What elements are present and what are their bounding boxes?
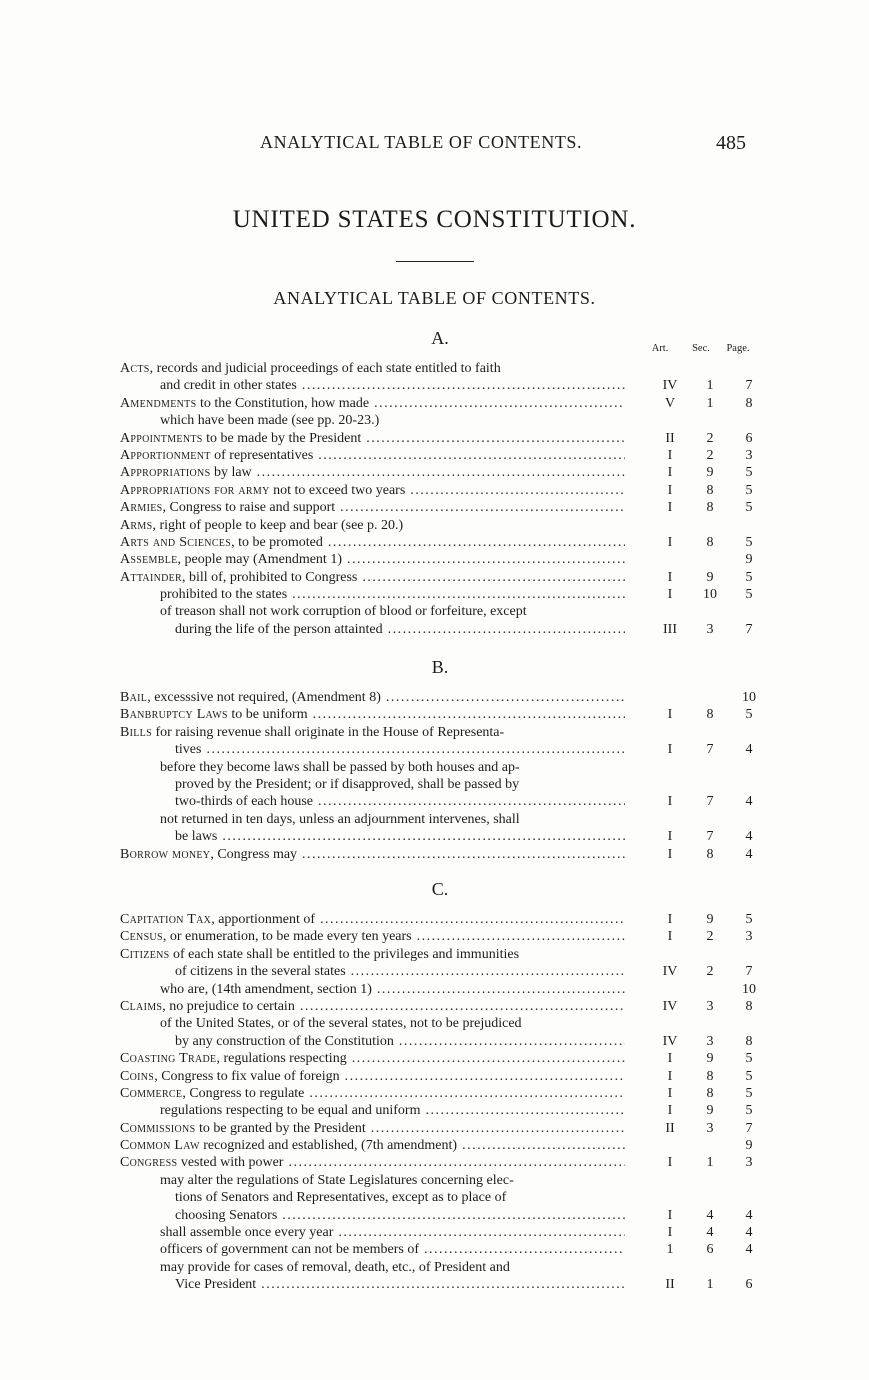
entry-text [120, 724, 625, 741]
entry-section: 9 [706, 1103, 714, 1119]
toc-entry [120, 1207, 770, 1224]
entry-text [175, 793, 625, 810]
entry-page: 7 [745, 964, 753, 980]
toc-entry [120, 603, 770, 620]
entry-keyword: Acts [120, 361, 150, 376]
column-header-art: Art. [651, 343, 669, 354]
entry-text [175, 1207, 625, 1224]
entry-page: 4 [745, 1242, 753, 1258]
toc-entry [120, 482, 770, 499]
entry-description: , apportionment of [211, 912, 316, 927]
entry-text [120, 911, 625, 928]
entry-description: to be made by the President [202, 430, 362, 446]
entry-section: 8 [706, 534, 714, 550]
entry-description: , no prejudice to certain [162, 998, 295, 1014]
entry-description: by law [210, 465, 252, 481]
entry-page: 5 [745, 465, 753, 481]
entry-keyword: Appointments [120, 430, 203, 446]
entry-section: 8 [706, 1085, 714, 1101]
entry-description: tions of Senators and Representatives, except as to place of [175, 1190, 507, 1206]
toc-entry [120, 586, 770, 603]
toc-entry [120, 360, 770, 377]
entry-page: 4 [745, 742, 753, 758]
entry-article: I [667, 569, 673, 585]
toc-entry [120, 1015, 770, 1032]
entry-description: , or enumeration, to be made every ten years [162, 929, 412, 945]
entry-keyword: Appropriations [120, 465, 211, 481]
entry-text [160, 759, 625, 776]
entry-text [120, 482, 625, 499]
entry-section: 1 [706, 395, 714, 411]
entry-text [120, 846, 625, 863]
toc-entry [120, 911, 770, 928]
entry-article: I [667, 482, 673, 498]
entry-description: Vice President [175, 1277, 257, 1293]
running-title: ANALYTICAL TABLE OF CONTENTS. [260, 132, 583, 152]
entry-page: 5 [745, 707, 753, 723]
entry-text [120, 1137, 625, 1154]
entry-text [120, 1068, 625, 1085]
entry-section: 7 [706, 742, 714, 758]
entry-section: 8 [706, 482, 714, 498]
entry-article: III [663, 621, 677, 637]
entry-article: I [667, 1225, 673, 1241]
entry-keyword: Congress [120, 1155, 178, 1171]
entry-article: I [667, 534, 673, 550]
entry-page: 8 [745, 998, 753, 1014]
entry-text [120, 1154, 625, 1171]
toc-entry [120, 1068, 770, 1085]
entry-page: 5 [745, 500, 753, 516]
entry-keyword: Commissions [120, 1120, 196, 1136]
entry-page: 4 [745, 1225, 753, 1241]
entry-section: 3 [706, 998, 714, 1014]
entry-page: 6 [745, 1277, 753, 1293]
entry-text [175, 621, 625, 638]
entry-text [120, 928, 625, 945]
entry-page: 5 [745, 587, 753, 603]
entry-keyword: Apportionment [120, 447, 211, 463]
entry-page: 3 [745, 447, 753, 463]
entry-article: I [667, 1103, 673, 1119]
entry-page: 4 [745, 794, 753, 810]
entry-text [120, 689, 625, 706]
entry-keyword: Borrow money [120, 846, 211, 862]
entry-description: prohibited to the states [160, 587, 288, 603]
entry-text [160, 1102, 625, 1119]
entry-article: IV [662, 378, 678, 394]
toc-entry [120, 569, 770, 586]
entry-description: be laws [175, 829, 218, 845]
entry-description: during the life of the person attainted [175, 621, 383, 637]
entry-page: 4 [745, 1207, 753, 1223]
entry-article: I [667, 1155, 673, 1171]
entry-section: 1 [706, 378, 714, 394]
entry-text [160, 1224, 625, 1241]
entry-text [120, 395, 625, 412]
entry-page: 5 [745, 1051, 753, 1067]
entry-text [120, 430, 625, 447]
entry-keyword: Commerce [120, 1085, 183, 1101]
column-header-sec: Sec. [692, 343, 710, 354]
entry-page: 10 [742, 690, 756, 705]
entry-text [120, 569, 625, 586]
entry-text [120, 464, 625, 481]
entry-description: , Congress to regulate [182, 1085, 305, 1101]
entry-page: 8 [745, 1033, 753, 1049]
entry-article: 1 [666, 1242, 674, 1258]
toc-entry [120, 759, 770, 776]
entry-section: 9 [706, 912, 714, 927]
page-number: 485 [716, 132, 746, 154]
entry-article: I [667, 929, 673, 945]
entry-keyword: Citizens [120, 946, 170, 962]
entry-description: , Congress to raise and support [162, 500, 336, 516]
toc-entry [120, 1259, 770, 1276]
entry-section: 2 [706, 447, 714, 463]
entry-keyword: Appropriations for army [120, 482, 270, 498]
toc-entry [120, 998, 770, 1015]
entry-section: 7 [706, 794, 714, 810]
toc-entry [120, 499, 770, 516]
entry-page: 5 [745, 1103, 753, 1119]
toc-entry [120, 1276, 770, 1293]
toc-entry [120, 1120, 770, 1137]
entry-article: IV [662, 964, 678, 980]
toc-entry [120, 395, 770, 412]
entry-description: choosing Senators [175, 1207, 278, 1223]
entry-text [160, 412, 625, 429]
entry-text [120, 706, 625, 723]
entry-text [175, 776, 625, 793]
entry-article: IV [662, 998, 678, 1014]
entry-article: I [667, 1068, 673, 1084]
entry-text [120, 360, 625, 377]
toc-entry [120, 846, 770, 863]
toc-entry [120, 464, 770, 481]
entry-page: 5 [745, 482, 753, 498]
entry-text [160, 586, 625, 603]
entry-text [120, 1085, 625, 1102]
entry-text [160, 811, 625, 828]
entry-keyword: Bills [120, 724, 152, 740]
entry-article: I [667, 465, 673, 481]
section-letter: B. [431, 657, 449, 677]
entry-keyword: Claims [120, 998, 163, 1014]
entry-section: 8 [706, 846, 714, 862]
toc-entry [120, 928, 770, 945]
entry-page: 4 [745, 829, 753, 845]
entry-description: of each state shall be entitled to the privileges and immunities [169, 946, 520, 962]
entry-keyword: Arts and Sciences [120, 534, 232, 550]
toc-entry [120, 1137, 770, 1154]
entry-page: 5 [745, 1085, 753, 1101]
entry-page: 8 [745, 395, 753, 411]
entry-section: 2 [706, 430, 714, 446]
entry-page: 3 [745, 929, 753, 945]
entry-section: 7 [706, 829, 714, 845]
entry-text [120, 551, 625, 568]
toc-entry [120, 1224, 770, 1241]
entry-page: 7 [745, 621, 753, 637]
entry-text [175, 741, 625, 758]
toc-entry [120, 621, 770, 638]
entry-text [120, 1120, 625, 1137]
entry-section: 4 [706, 1225, 714, 1241]
entry-description: , records and judicial proceedings of each state entitled to faith [149, 361, 501, 376]
entry-section: 2 [706, 964, 714, 980]
entry-keyword: Coins [120, 1068, 155, 1084]
toc-entry [120, 946, 770, 963]
toc-entry [120, 776, 770, 793]
entry-description: may alter the regulations of State Legislatures concerning elec- [160, 1172, 514, 1188]
entry-description: to be granted by the President [195, 1120, 366, 1136]
entry-section: 9 [706, 465, 714, 481]
entry-article: V [664, 395, 676, 411]
entry-description: of the United States, or of the several states, not to be prejudiced [160, 1016, 522, 1032]
section-entries [120, 689, 770, 863]
entry-description: may provide for cases of removal, death, etc., of President and [160, 1259, 510, 1275]
toc-entry [120, 1050, 770, 1067]
entry-article: II [665, 1120, 675, 1136]
entry-text [120, 946, 625, 963]
entry-description: tives [175, 742, 202, 758]
entry-text [160, 1172, 625, 1189]
entry-description: , people may (Amendment 1) [177, 552, 342, 568]
entry-description: shall assemble once every year [160, 1225, 334, 1241]
entry-text [175, 1189, 625, 1206]
toc-entry [120, 1102, 770, 1119]
toc-entry [120, 689, 770, 706]
entry-description: two-thirds of each house [175, 794, 314, 810]
entry-page: 9 [745, 1138, 753, 1154]
entry-description: , to be promoted [231, 534, 323, 550]
entry-section: 10 [703, 587, 717, 603]
entry-description: before they become laws shall be passed by both houses and ap- [160, 759, 520, 775]
entry-description: recognized and established, (7th amendment) [199, 1138, 458, 1154]
entry-keyword: Bail [120, 690, 148, 705]
toc-entry [120, 534, 770, 551]
entry-section: 1 [706, 1155, 714, 1171]
toc-entry [120, 828, 770, 845]
entry-keyword: Census [120, 929, 163, 945]
toc-entry [120, 1085, 770, 1102]
entry-text [175, 963, 625, 980]
entry-page: 7 [745, 1120, 753, 1136]
entry-text [175, 1033, 625, 1050]
entry-description: proved by the President; or if disapproved, shall be passed by [175, 776, 520, 792]
entry-page: 5 [745, 1068, 753, 1084]
section-letter: C. [431, 879, 449, 899]
entry-text [160, 1259, 625, 1276]
entry-text [160, 377, 625, 394]
entry-description: , right of people to keep and bear (see p. 20.) [152, 517, 404, 533]
entry-description: , Congress may [210, 846, 298, 862]
section-letter: A. [431, 328, 449, 348]
toc-entry [120, 1241, 770, 1258]
entry-description: and credit in other states [160, 378, 297, 394]
entry-page: 6 [745, 430, 753, 446]
entry-page: 7 [745, 378, 753, 394]
entry-section: 8 [706, 707, 714, 723]
entry-description: , Congress to fix value of foreign [154, 1068, 340, 1084]
toc-entry [120, 981, 770, 998]
entry-article: II [665, 1277, 675, 1293]
toc-entry [120, 377, 770, 394]
entry-text [160, 1241, 625, 1258]
entry-page: 9 [745, 552, 753, 568]
entry-description: by any construction of the Constitution [175, 1033, 394, 1049]
entry-text [120, 447, 625, 464]
entry-article: I [667, 1051, 673, 1067]
entry-description: vested with power [177, 1155, 284, 1171]
entry-keyword: Capitation Tax [120, 912, 212, 927]
entry-page: 5 [745, 912, 753, 927]
entry-description: of treason shall not work corruption of blood or forfeiture, except [160, 604, 527, 620]
entry-article: II [665, 430, 675, 446]
entry-page: 5 [745, 569, 753, 585]
entry-section: 8 [706, 1068, 714, 1084]
toc-entry [120, 412, 770, 429]
toc-entry [120, 551, 770, 568]
entry-description: , regulations respecting [216, 1051, 347, 1067]
entry-article: I [667, 912, 673, 927]
entry-page: 10 [742, 981, 756, 997]
entry-text [160, 981, 625, 998]
entry-article: I [667, 447, 673, 463]
entry-description: of citizens in the several states [175, 964, 346, 980]
entry-article: I [667, 1085, 673, 1101]
entry-article: I [667, 846, 673, 862]
entry-keyword: Assemble [120, 552, 178, 568]
entry-keyword: Arms [120, 517, 153, 533]
entry-section: 8 [706, 500, 714, 516]
document-title: UNITED STATES CONSTITUTION. [232, 206, 637, 233]
entry-text [120, 534, 625, 551]
entry-article: IV [662, 1033, 678, 1049]
entry-section: 4 [706, 1207, 714, 1223]
toc-entry [120, 447, 770, 464]
entry-article: I [667, 587, 673, 603]
toc-entry [120, 1189, 770, 1206]
entry-description: which have been made (see pp. 20-23.) [160, 413, 380, 429]
entry-description: to be uniform [227, 707, 308, 723]
entry-section: 3 [706, 621, 714, 637]
entry-description: officers of government can not be members of [160, 1242, 420, 1258]
entry-description: not returned in ten days, unless an adjournment intervenes, shall [160, 811, 520, 827]
toc-entry [120, 811, 770, 828]
entry-text [120, 1050, 625, 1067]
toc-entry [120, 741, 770, 758]
toc-entry [120, 793, 770, 810]
entry-text [120, 517, 625, 534]
running-head [0, 132, 869, 156]
entry-text [175, 828, 625, 845]
entry-description: , bill of, prohibited to Congress [182, 569, 358, 585]
toc-entry [120, 430, 770, 447]
entry-description: regulations respecting to be equal and uniform [160, 1103, 421, 1119]
entry-text [160, 603, 625, 620]
entry-section: 3 [706, 1033, 714, 1049]
section-entries [120, 911, 770, 1294]
entry-section: 9 [706, 569, 714, 585]
section-entries [120, 360, 770, 638]
entry-keyword: Attainder [120, 569, 182, 585]
entry-description: not to exceed two years [269, 482, 406, 498]
entry-section: 3 [706, 1120, 714, 1136]
entry-page: 4 [745, 846, 753, 862]
entry-text [120, 499, 625, 516]
entry-keyword: Coasting Trade [120, 1051, 217, 1067]
title-rule [396, 261, 474, 262]
entry-section: 9 [706, 1051, 714, 1067]
entry-description: to the Constitution, how made [196, 395, 370, 411]
entry-description: , excesssive not required, (Amendment 8) [147, 690, 381, 705]
entry-page: 3 [745, 1155, 753, 1171]
entry-section: 1 [706, 1277, 714, 1293]
toc-entry [120, 724, 770, 741]
entry-article: I [667, 829, 673, 845]
entry-text [120, 998, 625, 1015]
entry-keyword: Banbruptcy Laws [120, 707, 228, 723]
entry-article: I [667, 500, 673, 516]
column-header-page: Page. [726, 343, 750, 354]
entry-page: 5 [745, 534, 753, 550]
entry-keyword: Amendments [120, 395, 197, 411]
entry-text [160, 1015, 625, 1032]
entry-article: I [667, 1207, 673, 1223]
toc-entry [120, 963, 770, 980]
toc-entry [120, 706, 770, 723]
entry-description: who are, (14th amendment, section 1) [160, 981, 372, 997]
entry-text [175, 1276, 625, 1293]
toc-entry [120, 1154, 770, 1171]
toc-title: ANALYTICAL TABLE OF CONTENTS. [273, 288, 596, 308]
entry-article: I [667, 794, 673, 810]
toc-entry [120, 1172, 770, 1189]
entry-section: 2 [706, 929, 714, 945]
entry-description: for raising revenue shall originate in the House of Representa- [151, 724, 505, 740]
entry-article: I [667, 742, 673, 758]
entry-section: 6 [706, 1242, 714, 1258]
entry-keyword: Armies [120, 500, 163, 516]
entry-keyword: Common Law [120, 1138, 200, 1154]
entry-article: I [667, 707, 673, 723]
toc-entry [120, 1033, 770, 1050]
toc-entry [120, 517, 770, 534]
entry-description: of representatives [210, 447, 314, 463]
